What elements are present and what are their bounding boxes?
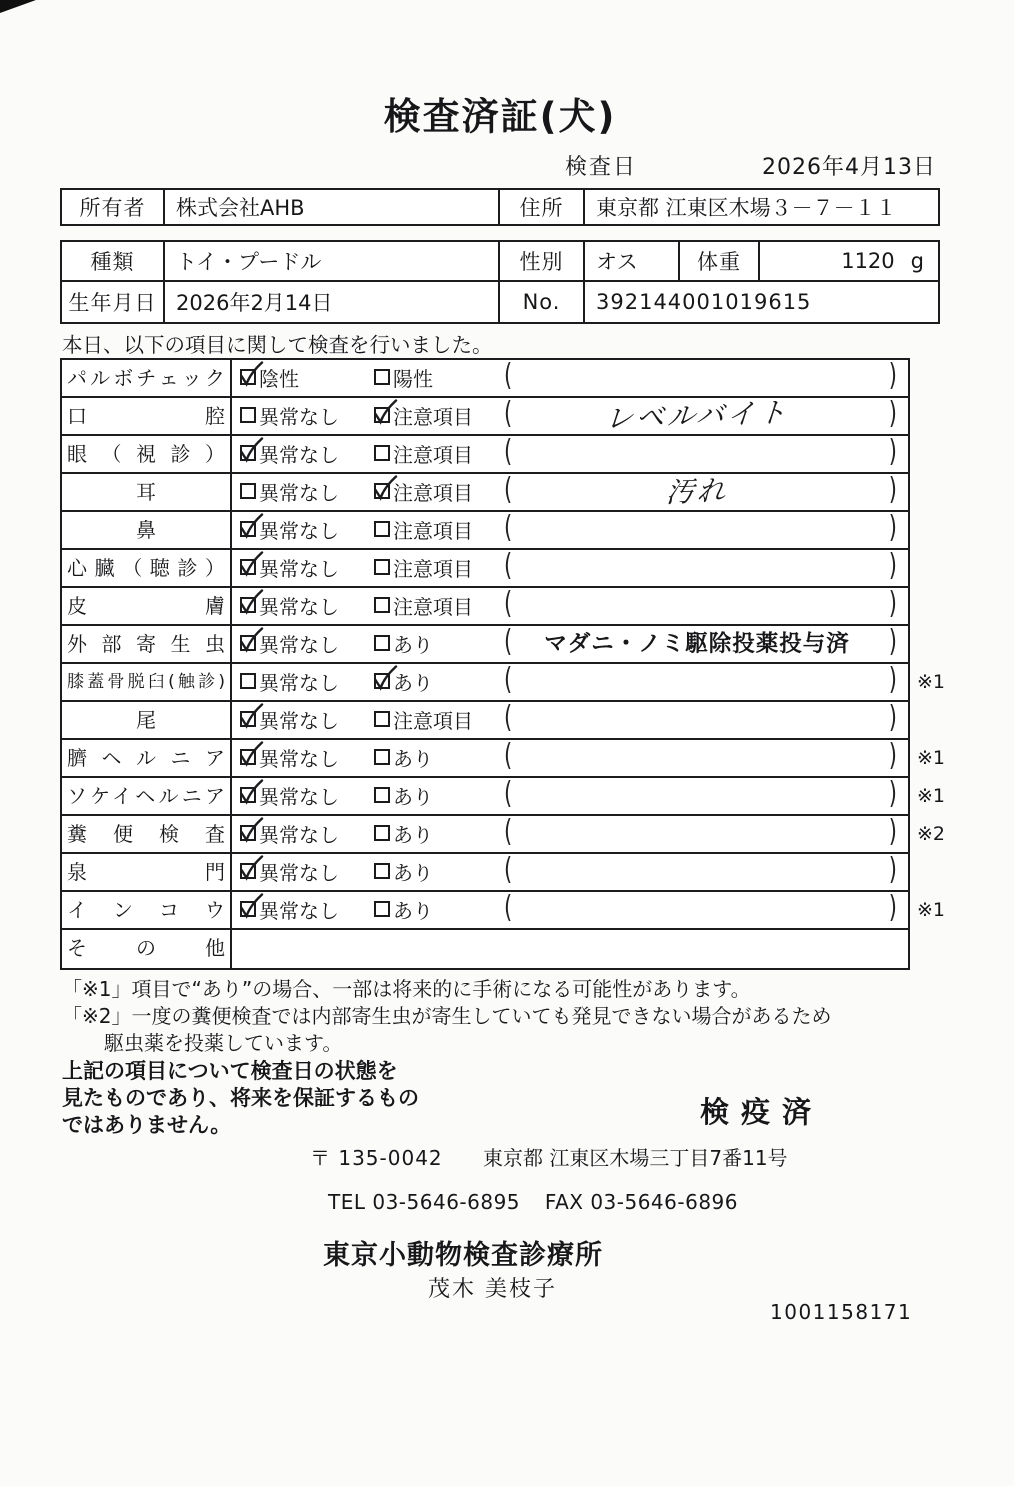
- footnote-2-continued: 駆虫薬を投薬しています。: [104, 1031, 343, 1055]
- checkbox-checked: [374, 673, 390, 689]
- item-findings: [232, 661, 908, 700]
- result-option: [240, 474, 339, 510]
- examiner-name: 茂木 美枝子: [428, 1277, 557, 1302]
- item-label: 膝蓋骨脱臼(触診): [62, 664, 232, 700]
- no-value: 392144001019615: [596, 290, 812, 314]
- item-findings: [232, 930, 908, 968]
- paren-open: (: [504, 775, 513, 811]
- checkbox-unchecked: [374, 749, 390, 765]
- table-row: [62, 585, 908, 626]
- reference-mark: ※1: [917, 671, 946, 693]
- footnote-1: 「※1」項目で“あり”の場合、一部は将来的に手術になる可能性があります。: [62, 977, 751, 1001]
- item-label: 心臓（聴診）: [62, 550, 232, 586]
- finding-value: [520, 892, 874, 928]
- paren-open: (: [504, 813, 513, 849]
- item-findings: [232, 889, 908, 928]
- handwritten-finding: レベルバイト: [603, 395, 791, 436]
- paren-close: ): [888, 851, 897, 887]
- checkmark-icon: [371, 473, 398, 502]
- item-label: 皮膚: [62, 588, 232, 624]
- checkbox-checked: [240, 749, 256, 765]
- option-label: あり: [393, 822, 433, 847]
- checkbox-checked: [240, 711, 256, 727]
- option-label: 陰性: [259, 366, 299, 391]
- checkbox-checked: [240, 863, 256, 879]
- dog-info-table: [60, 240, 940, 324]
- option-label: 注意項目: [393, 594, 473, 619]
- option-label: 陽性: [393, 366, 433, 391]
- option-label: 注意項目: [393, 404, 473, 429]
- clinic-fax: FAX 03-5646-6896: [544, 1190, 738, 1214]
- option-label: 異常なし: [259, 518, 339, 543]
- paren-close: ): [888, 509, 897, 545]
- reference-mark: ※1: [917, 747, 946, 769]
- option-label: 異常なし: [259, 404, 339, 429]
- result-option: [374, 588, 473, 624]
- finding-value: [520, 550, 874, 586]
- checkbox-unchecked: [374, 863, 390, 879]
- item-findings: [232, 737, 908, 776]
- clinic-address: 東京都 江東区木場三丁目7番11号: [483, 1146, 788, 1170]
- result-option: [374, 550, 473, 586]
- checkbox-checked: [240, 445, 256, 461]
- paren-open: (: [504, 357, 513, 393]
- checkbox-unchecked: [374, 635, 390, 651]
- checkmark-icon: [371, 663, 398, 692]
- checkmark-icon: [237, 625, 264, 654]
- finding-value: [520, 360, 874, 396]
- checkmark-icon: [237, 587, 264, 616]
- option-label: 異常なし: [259, 670, 339, 695]
- disclaimer: [62, 1058, 419, 1139]
- footnote-2: 「※2」一度の糞便検査では内部寄生虫が寄生していても発見できない場合があるため: [62, 1004, 832, 1028]
- disclaimer-line-1: 上記の項目について検査日の状態を: [62, 1059, 398, 1083]
- scan-corner-artifact: [0, 0, 36, 13]
- result-option: [240, 550, 339, 586]
- checkmark-icon: [237, 891, 264, 920]
- checkbox-checked: [374, 407, 390, 423]
- paren-open: (: [504, 547, 513, 583]
- sex-label: 性別: [500, 242, 585, 282]
- checkbox-unchecked: [374, 787, 390, 803]
- option-label: 注意項目: [393, 480, 473, 505]
- breed-label: 種類: [62, 242, 165, 282]
- result-option: [240, 702, 339, 738]
- exam-date-row: [60, 150, 940, 180]
- paren-close: ): [888, 889, 897, 925]
- result-option: [240, 588, 339, 624]
- checkbox-unchecked: [240, 483, 256, 499]
- option-label: 注意項目: [393, 518, 473, 543]
- checkbox-unchecked: [374, 521, 390, 537]
- result-option: [374, 512, 473, 548]
- result-option: [240, 360, 299, 396]
- checkbox-unchecked: [374, 445, 390, 461]
- weight-value: 1120: [841, 249, 895, 273]
- result-option: [240, 854, 339, 890]
- paren-open: (: [504, 509, 513, 545]
- result-option: [374, 360, 433, 396]
- table-row: [62, 661, 946, 702]
- serial-number: 1001158171: [770, 1300, 913, 1324]
- table-row: [62, 851, 908, 892]
- checkmark-icon: [237, 815, 264, 844]
- item-findings: [232, 699, 908, 738]
- item-label: 耳: [62, 474, 232, 510]
- item-label: 臍ヘルニア: [62, 740, 232, 776]
- paren-close: ): [888, 357, 897, 393]
- paren-open: (: [504, 433, 513, 469]
- checkbox-checked: [240, 635, 256, 651]
- reference-mark: ※1: [917, 785, 946, 807]
- paren-close: ): [888, 433, 897, 469]
- checkbox-checked: [240, 597, 256, 613]
- item-findings: [232, 395, 908, 436]
- quarantine-stamp: 検疫済: [700, 1095, 824, 1129]
- option-label: 異常なし: [259, 480, 339, 505]
- checkbox-unchecked: [374, 369, 390, 385]
- result-option: [374, 664, 433, 700]
- option-label: あり: [393, 670, 433, 695]
- address-value: 東京都 江東区木場３－７－１１: [596, 196, 897, 220]
- result-option: [374, 398, 473, 434]
- item-label: その他: [62, 930, 232, 968]
- item-label: インコウ: [62, 892, 232, 928]
- option-label: 注意項目: [393, 556, 473, 581]
- table-row: [62, 775, 946, 816]
- result-option: [374, 778, 433, 814]
- paren-close: ): [888, 699, 897, 735]
- result-option: [240, 436, 339, 472]
- weight-unit: g: [910, 249, 924, 273]
- option-label: あり: [393, 784, 433, 809]
- checkmark-icon: [237, 701, 264, 730]
- exam-date-label: 検査日: [565, 155, 638, 180]
- footnotes: [62, 976, 831, 1057]
- result-option: [240, 664, 339, 700]
- paren-open: (: [504, 889, 513, 925]
- finding-value: [520, 512, 874, 548]
- option-label: 異常なし: [259, 860, 339, 885]
- option-label: 異常なし: [259, 746, 339, 771]
- finding-value: [520, 664, 874, 700]
- breed-value: トイ・プードル: [165, 242, 500, 282]
- table-row: [62, 737, 946, 778]
- table-row: [62, 889, 946, 930]
- result-option: [374, 436, 473, 472]
- item-findings: [232, 433, 908, 472]
- checkbox-unchecked: [374, 597, 390, 613]
- birth-label: 生年月日: [62, 282, 165, 322]
- result-option: [374, 854, 433, 890]
- birth-value: 2026年2月14日: [165, 282, 500, 322]
- finding-value: [520, 816, 874, 852]
- option-label: 異常なし: [259, 556, 339, 581]
- option-label: 注意項目: [393, 442, 473, 467]
- finding-value: [520, 702, 874, 738]
- item-findings: [232, 851, 908, 890]
- checkmark-icon: [237, 359, 264, 388]
- item-label: 尾: [62, 702, 232, 738]
- option-label: あり: [393, 860, 433, 885]
- clinic-name: 東京小動物検査診療所: [323, 1240, 603, 1271]
- result-option: [240, 778, 339, 814]
- checkmark-icon: [237, 739, 264, 768]
- item-findings: [232, 357, 908, 396]
- checkbox-unchecked: [240, 673, 256, 689]
- checkmark-icon: [237, 511, 264, 540]
- paren-close: ): [888, 623, 897, 659]
- checkbox-checked: [240, 369, 256, 385]
- table-row: [62, 471, 908, 512]
- clinic-tel: TEL 03-5646-6895: [328, 1190, 521, 1214]
- result-option: [374, 474, 473, 510]
- owner-table: [60, 188, 940, 226]
- checkbox-checked: [240, 559, 256, 575]
- finding-value: [520, 740, 874, 776]
- item-label: ソケイヘルニア: [62, 778, 232, 814]
- option-label: 異常なし: [259, 822, 339, 847]
- option-label: 注意項目: [393, 708, 473, 733]
- reference-mark: ※1: [917, 899, 946, 921]
- paren-open: (: [504, 851, 513, 887]
- paren-open: (: [504, 471, 513, 507]
- checkbox-unchecked: [374, 711, 390, 727]
- weight-label: 体重: [680, 242, 760, 282]
- option-label: 異常なし: [259, 594, 339, 619]
- item-findings: [232, 471, 908, 510]
- paren-open: (: [504, 699, 513, 735]
- checkbox-unchecked: [240, 407, 256, 423]
- paren-open: (: [504, 737, 513, 773]
- owner-value: 株式会社AHB: [165, 190, 500, 224]
- checkbox-checked: [240, 825, 256, 841]
- checkmark-icon: [371, 397, 398, 426]
- paren-close: ): [888, 813, 897, 849]
- disclaimer-line-3: ではありません。: [62, 1113, 232, 1137]
- clinic-address-row: [310, 1142, 788, 1171]
- paren-close: ): [888, 775, 897, 811]
- table-row: [62, 930, 908, 968]
- checkmark-icon: [237, 853, 264, 882]
- disclaimer-line-2: 見たものであり、将来を保証するもの: [62, 1086, 419, 1110]
- result-option: [374, 892, 433, 928]
- weight-value-cell: [760, 242, 938, 282]
- item-label: 外部寄生虫: [62, 626, 232, 662]
- item-label: 鼻: [62, 512, 232, 548]
- paren-open: (: [504, 623, 513, 659]
- paren-open: (: [504, 585, 513, 621]
- result-option: [240, 892, 339, 928]
- paren-close: ): [888, 471, 897, 507]
- intro-text: 本日、以下の項目に関して検査を行いました。: [62, 333, 493, 357]
- checkmark-icon: [237, 549, 264, 578]
- result-option: [374, 740, 433, 776]
- finding-value: [520, 588, 874, 624]
- table-row: [62, 395, 908, 436]
- table-row: [62, 509, 908, 550]
- option-label: あり: [393, 632, 433, 657]
- address-label: 住所: [500, 190, 585, 224]
- item-findings: [232, 547, 908, 586]
- option-label: 異常なし: [259, 898, 339, 923]
- clinic-tel-row: [328, 1190, 738, 1214]
- table-row: [62, 547, 908, 588]
- item-findings: [232, 623, 908, 662]
- item-label: パルボチェック: [62, 360, 232, 396]
- checkbox-checked: [374, 483, 390, 499]
- result-option: [374, 702, 473, 738]
- table-row: [62, 357, 908, 398]
- result-option: [240, 626, 339, 662]
- paren-close: ): [888, 395, 897, 431]
- paren-close: ): [888, 737, 897, 773]
- result-option: [240, 512, 339, 548]
- table-row: [62, 623, 908, 664]
- option-label: 異常なし: [259, 784, 339, 809]
- item-findings: [232, 585, 908, 624]
- paren-close: ): [888, 661, 897, 697]
- handwritten-finding: 汚れ: [664, 473, 730, 510]
- owner-label: 所有者: [62, 190, 165, 224]
- checkbox-checked: [240, 521, 256, 537]
- finding-value: [520, 778, 874, 814]
- item-label: 眼（視診）: [62, 436, 232, 472]
- paren-open: (: [504, 395, 513, 431]
- table-row: [62, 699, 908, 740]
- certificate-document: [60, 0, 946, 1486]
- checkbox-unchecked: [374, 559, 390, 575]
- item-label: 泉門: [62, 854, 232, 890]
- finding-value: マダニ・ノミ駆除投薬投与済: [544, 631, 850, 657]
- result-option: [374, 816, 433, 852]
- paren-close: ): [888, 585, 897, 621]
- item-findings: [232, 775, 908, 814]
- finding-value: [520, 854, 874, 890]
- paren-close: ): [888, 547, 897, 583]
- table-row: [62, 813, 946, 854]
- result-option: [240, 740, 339, 776]
- option-label: あり: [393, 746, 433, 771]
- item-findings: [232, 813, 908, 852]
- checkbox-checked: [240, 787, 256, 803]
- page-title: 検査済証(犬): [383, 95, 617, 138]
- option-label: あり: [393, 898, 433, 923]
- option-label: 異常なし: [259, 442, 339, 467]
- result-option: [240, 398, 339, 434]
- paren-open: (: [504, 661, 513, 697]
- checkmark-icon: [237, 777, 264, 806]
- item-findings: [232, 509, 908, 548]
- checkmark-icon: [237, 435, 264, 464]
- sex-value: オス: [585, 242, 680, 282]
- clinic-postal-code: 〒 135-0042: [310, 1146, 443, 1170]
- option-label: 異常なし: [259, 632, 339, 657]
- checkbox-unchecked: [374, 825, 390, 841]
- item-label: 口腔: [62, 398, 232, 434]
- no-label: No.: [500, 282, 585, 322]
- inspection-table: [60, 357, 946, 970]
- table-row: [62, 433, 908, 474]
- result-option: [240, 816, 339, 852]
- reference-mark: ※2: [917, 823, 946, 845]
- checkbox-checked: [240, 901, 256, 917]
- checkbox-unchecked: [374, 901, 390, 917]
- item-label: 糞便検査: [62, 816, 232, 852]
- finding-value: [520, 436, 874, 472]
- result-option: [374, 626, 433, 662]
- option-label: 異常なし: [259, 708, 339, 733]
- exam-date-value: 2026年4月13日: [762, 155, 936, 180]
